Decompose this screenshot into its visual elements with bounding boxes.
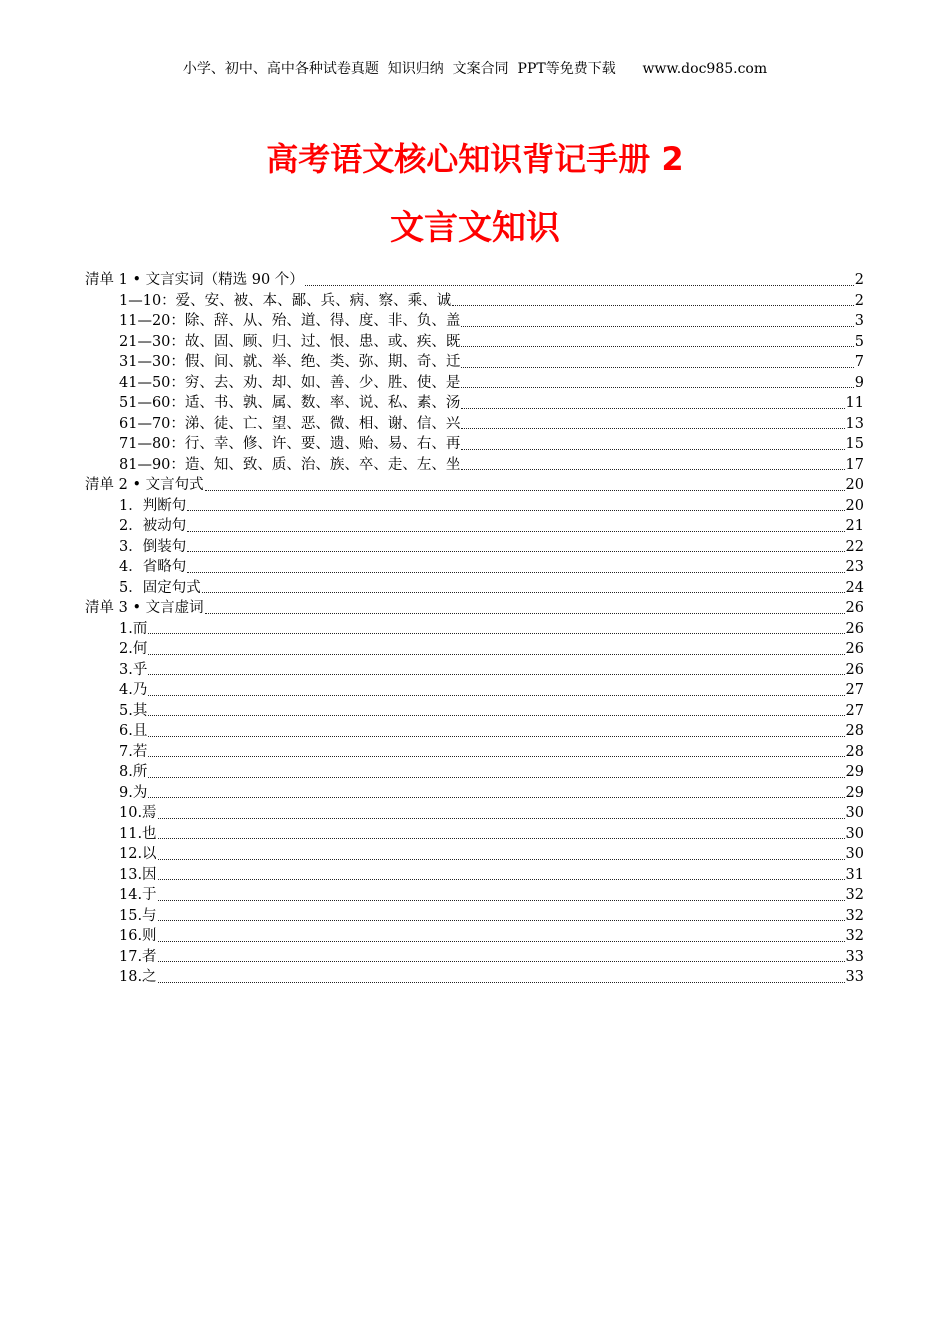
toc-entry[interactable]: [85, 496, 864, 517]
toc-entry-label: 3．倒装句: [119, 538, 187, 555]
toc-leader-dots: [158, 920, 845, 921]
toc-entry-label: 5．固定句式: [119, 579, 201, 596]
toc-leader-dots: [148, 695, 844, 696]
toc-page-number: 30: [845, 846, 864, 862]
toc-page-number: 29: [845, 784, 864, 801]
toc-leader-dots: [461, 408, 844, 409]
toc-page-number: 29: [845, 764, 864, 780]
toc-entry[interactable]: [85, 455, 864, 476]
toc-entry[interactable]: [85, 291, 864, 312]
toc-entry-label: 18.之: [119, 969, 157, 985]
toc-leader-dots: [158, 900, 845, 901]
toc-page-number: 27: [845, 702, 864, 719]
toc-leader-dots: [148, 797, 844, 798]
toc-page-number: 27: [845, 682, 864, 698]
toc-entry-label: 7.若: [119, 743, 148, 760]
toc-leader-dots: [461, 346, 853, 347]
toc-leader-dots: [461, 449, 844, 450]
toc-page-number: 11: [845, 395, 864, 411]
sub-title: 文言文知识: [390, 208, 560, 248]
toc-entry-label: 13.因: [119, 866, 157, 883]
toc-leader-dots: [205, 613, 845, 614]
toc-page-number: 13: [845, 415, 864, 432]
toc-leader-dots: [461, 428, 844, 429]
toc-entry[interactable]: [85, 373, 864, 394]
toc-leader-dots: [205, 490, 845, 491]
toc-leader-dots: [148, 777, 844, 778]
toc-page-number: 32: [845, 928, 864, 944]
toc-entry-label: 61—70：涕、徒、亡、望、恶、微、相、谢、信、兴: [119, 415, 461, 432]
toc-leader-dots: [187, 551, 844, 552]
toc-section-entry[interactable]: [85, 270, 864, 291]
toc-leader-dots: [187, 510, 844, 511]
toc-entry[interactable]: [85, 762, 864, 783]
toc-entry-label: 15.与: [119, 907, 157, 924]
toc-page-number: 17: [845, 456, 864, 473]
toc-entry[interactable]: [85, 824, 864, 845]
toc-entry-label: 4.乃: [119, 682, 148, 698]
toc-entry[interactable]: [85, 352, 864, 373]
toc-page-number: 26: [845, 661, 864, 678]
toc-leader-dots: [148, 633, 844, 634]
toc-leader-dots: [187, 572, 844, 573]
page-header: 小学、初中、高中各种试卷真题 知识归纳 文案合同 PPT等免费下载 www.doc985.com: [182, 61, 768, 77]
toc-entry[interactable]: [85, 844, 864, 865]
toc-entry[interactable]: [85, 721, 864, 742]
toc-entry[interactable]: [85, 332, 864, 353]
toc-entry[interactable]: [85, 926, 864, 947]
toc-leader-dots: [461, 367, 853, 368]
toc-leader-dots: [148, 756, 844, 757]
toc-entry-label: 51—60：适、书、孰、属、数、率、说、私、素、汤: [119, 395, 461, 411]
toc-entry-label: 11—20：除、辞、从、殆、道、得、度、非、负、盖: [119, 313, 461, 329]
toc-entry-label: 21—30：故、固、顾、归、过、恨、患、或、疾、既: [119, 333, 461, 350]
toc-entry-label: 6.且: [119, 723, 148, 739]
toc-entry[interactable]: [85, 414, 864, 435]
toc-leader-dots: [148, 674, 844, 675]
toc-leader-dots: [305, 285, 854, 286]
toc-page-number: 26: [845, 641, 864, 657]
toc-entry[interactable]: [85, 557, 864, 578]
toc-leader-dots: [148, 654, 844, 655]
toc-leader-dots: [461, 387, 853, 388]
toc-entry-label: 71—80：行、幸、修、许、要、遗、贻、易、右、再: [119, 436, 461, 452]
toc-entry-label: 1．判断句: [119, 497, 187, 514]
toc-page-number: 21: [845, 518, 864, 534]
toc-entry[interactable]: [85, 742, 864, 763]
toc-page-number: 28: [845, 723, 864, 739]
toc-page-number: 33: [845, 969, 864, 985]
toc-entry[interactable]: [85, 803, 864, 824]
toc-entry-label: 31—30：假、间、就、举、绝、类、弥、期、奇、迁: [119, 354, 461, 370]
toc-page-number: 20: [845, 477, 864, 493]
toc-page-number: 23: [845, 559, 864, 575]
toc-page-number: 32: [845, 887, 864, 903]
toc-page-number: 9: [854, 374, 864, 391]
toc-leader-dots: [148, 715, 844, 716]
toc-entry-label: 10.焉: [119, 805, 157, 821]
toc-leader-dots: [202, 592, 845, 593]
table-of-contents: [85, 270, 864, 988]
toc-entry[interactable]: [85, 783, 864, 804]
toc-entry-label: 11.也: [119, 825, 157, 842]
toc-leader-dots: [187, 531, 844, 532]
toc-section-entry[interactable]: [85, 475, 864, 496]
toc-entry-label: 8.所: [119, 764, 148, 780]
toc-page-number: 26: [845, 600, 864, 616]
toc-entry-label: 9.为: [119, 784, 148, 801]
toc-leader-dots: [158, 879, 845, 880]
toc-entry-label: 1—10：爱、安、被、本、鄙、兵、病、察、乘、诚: [119, 292, 452, 309]
toc-page-number: 15: [845, 436, 864, 452]
toc-entry[interactable]: [85, 967, 864, 988]
toc-entry-label: 81—90：造、知、致、质、治、族、卒、走、左、坐: [119, 456, 461, 473]
toc-entry[interactable]: [85, 619, 864, 640]
toc-entry[interactable]: [85, 516, 864, 537]
toc-page-number: 7: [854, 354, 864, 370]
toc-leader-dots: [148, 736, 844, 737]
toc-page-number: 2: [854, 292, 864, 309]
toc-page-number: 30: [845, 805, 864, 821]
toc-entry-label: 清单 3 • 文言虚词: [85, 600, 204, 616]
toc-entry-label: 清单 1 • 文言实词（精选 90 个）: [85, 272, 304, 288]
toc-entry[interactable]: [85, 311, 864, 332]
toc-page-number: 22: [845, 538, 864, 555]
toc-leader-dots: [158, 961, 845, 962]
toc-entry-label: 41—50：穷、去、劝、却、如、善、少、胜、使、是: [119, 374, 461, 391]
toc-entry[interactable]: [85, 537, 864, 558]
toc-entry-label: 3.乎: [119, 661, 148, 678]
toc-entry-label: 1.而: [119, 620, 148, 637]
toc-entry[interactable]: [85, 947, 864, 968]
toc-entry-label: 5.其: [119, 702, 148, 719]
toc-leader-dots: [461, 469, 844, 470]
toc-page-number: 33: [845, 948, 864, 965]
toc-page-number: 5: [854, 333, 864, 350]
toc-entry[interactable]: [85, 660, 864, 681]
toc-entry[interactable]: [85, 434, 864, 455]
toc-entry-label: 2.何: [119, 641, 148, 657]
toc-entry[interactable]: [85, 680, 864, 701]
toc-page-number: 31: [845, 866, 864, 883]
toc-entry[interactable]: [85, 639, 864, 660]
toc-entry[interactable]: [85, 885, 864, 906]
toc-entry[interactable]: [85, 393, 864, 414]
toc-entry-label: 17.者: [119, 948, 157, 965]
toc-entry-label: 清单 2 • 文言句式: [85, 477, 204, 493]
toc-page-number: 3: [854, 313, 864, 329]
toc-entry-label: 12.以: [119, 846, 157, 862]
toc-entry[interactable]: [85, 865, 864, 886]
toc-entry[interactable]: [85, 701, 864, 722]
toc-leader-dots: [158, 838, 845, 839]
toc-leader-dots: [158, 859, 845, 860]
toc-entry-label: 14.于: [119, 887, 157, 903]
main-title: 高考语文核心知识背记手册 2: [266, 140, 684, 178]
toc-page-number: 32: [845, 907, 864, 924]
toc-entry-label: 4．省略句: [119, 559, 187, 575]
toc-page-number: 20: [845, 497, 864, 514]
toc-leader-dots: [158, 941, 845, 942]
toc-page-number: 24: [845, 579, 864, 596]
toc-page-number: 2: [854, 272, 864, 288]
toc-entry[interactable]: [85, 906, 864, 927]
toc-leader-dots: [452, 305, 854, 306]
toc-page-number: 28: [845, 743, 864, 760]
toc-leader-dots: [158, 818, 845, 819]
toc-section-entry[interactable]: [85, 598, 864, 619]
toc-entry[interactable]: [85, 578, 864, 599]
toc-entry-label: 16.则: [119, 928, 157, 944]
toc-leader-dots: [158, 982, 845, 983]
toc-leader-dots: [461, 326, 853, 327]
toc-page-number: 26: [845, 620, 864, 637]
toc-page-number: 30: [845, 825, 864, 842]
toc-entry-label: 2．被动句: [119, 518, 187, 534]
